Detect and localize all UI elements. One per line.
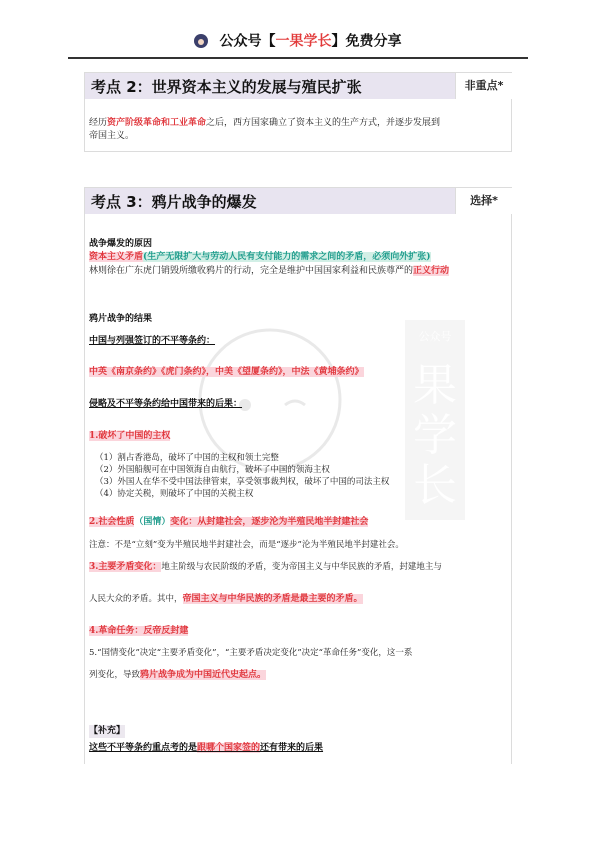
list-item: （4）协定关税，则破坏了中国的关税主权 bbox=[95, 489, 254, 499]
point-3-label: 3.主要矛盾变化： bbox=[89, 562, 162, 572]
section-2-highlight: 资产阶级革命和工业革命 bbox=[107, 118, 207, 128]
list-item: （1）割占香港岛，破坏了中国的主权和领土完整 bbox=[95, 453, 279, 463]
section-2-title: 考点 2：世界资本主义的发展与殖民扩张 bbox=[91, 78, 362, 96]
section-2-box bbox=[84, 72, 512, 152]
sovereignty-items bbox=[95, 452, 505, 500]
point-3 bbox=[89, 561, 509, 574]
section-2-text-c: 帝国主义。 bbox=[89, 131, 135, 141]
point-4 bbox=[89, 625, 188, 638]
list-item: （3）外国人在华不受中国法律管束，享受领事裁判权，破坏了中国的司法主权 bbox=[95, 477, 390, 487]
watermark-badge: 公众号 bbox=[418, 330, 452, 343]
impact-heading: 侵略及不平等条约给中国带来的后果： bbox=[89, 399, 243, 409]
cause-detail: (生产无限扩大与劳动人民有支付能力的需求之间的矛盾，必须向外扩张) bbox=[143, 252, 431, 262]
header-prefix: 公众号 bbox=[219, 33, 262, 50]
section-2-paragraph bbox=[89, 117, 507, 143]
avatar-icon bbox=[194, 34, 208, 48]
watermark-char: 果 bbox=[413, 360, 457, 411]
point-1-text: 1.破坏了中国的主权 bbox=[89, 431, 171, 441]
point-3-text: 地主阶级与农民阶级的矛盾，变为帝国主义与中华民族的矛盾，封建地主与 bbox=[161, 562, 442, 572]
point-3-line-2-text: 人民大众的矛盾。其中， bbox=[89, 594, 183, 604]
treaties-list bbox=[89, 366, 364, 379]
header-bracket-close: 】 bbox=[331, 33, 346, 50]
section-3-tag: 选择* bbox=[455, 188, 512, 214]
watermark-char: 长 bbox=[413, 460, 457, 511]
page-header bbox=[0, 30, 596, 58]
cause-line-2-text: 林则徐在广东虎门销毁所缴收鸦片的行动，完全是维护中国国家利益和民族尊严的 bbox=[89, 266, 414, 276]
section-2-text-a: 经历 bbox=[89, 118, 108, 128]
treaties-text: 中英《南京条约》《虎门条约》，中美《望厦条约》，中法《黄埔条约》 bbox=[89, 367, 364, 377]
point-5-line-2 bbox=[89, 669, 266, 682]
supplement-label bbox=[89, 725, 125, 738]
result-heading: 鸦片战争的结果 bbox=[89, 314, 153, 324]
point-3-line-2-highlight: 帝国主义与中华民族的矛盾是最主要的矛盾。 bbox=[182, 594, 363, 604]
list-item: （2）外国船舰可在中国领海自由航行，破坏了中国的领海主权 bbox=[95, 465, 330, 475]
point-4-text: 4.革命任务：反帝反封建 bbox=[89, 626, 189, 636]
cause-line-2 bbox=[89, 265, 509, 278]
point-3-line-2 bbox=[89, 593, 363, 606]
header-divider bbox=[68, 57, 528, 59]
section-3-titlebar bbox=[85, 188, 511, 214]
supplement-label-text: 【补充】 bbox=[89, 726, 126, 736]
cause-line-1 bbox=[89, 251, 509, 264]
cause-heading: 战争爆发的原因 bbox=[89, 239, 153, 249]
treaties-heading: 中国与列强签订的不平等条约： bbox=[89, 336, 216, 346]
cause-line-2-highlight: 正义行动 bbox=[413, 266, 450, 276]
point-2-label: 2.社会性质 bbox=[89, 517, 135, 527]
section-2-titlebar bbox=[85, 73, 511, 99]
cause-label: 资本主义矛盾 bbox=[89, 252, 144, 262]
watermark-char: 学 bbox=[413, 410, 457, 461]
section-2-tag: 非重点* bbox=[455, 73, 512, 99]
supplement-highlight: 跟哪个国家签的 bbox=[197, 743, 261, 753]
point-2 bbox=[89, 516, 368, 529]
supplement-line bbox=[89, 742, 323, 755]
supplement-text-b: 还有带来的后果 bbox=[260, 743, 324, 753]
point-5-line-2-highlight: 鸦片战争成为中国近代史起点。 bbox=[140, 670, 267, 680]
note: 注意：不是“立刻”变为半殖民地半封建社会，而是“逐步”沦为半殖民地半封建社会。 bbox=[89, 540, 404, 550]
point-2-text: 变化：从封建社会，逐步沦为半殖民地半封建社会 bbox=[170, 517, 369, 527]
section-3-title: 考点 3：鸦片战争的爆发 bbox=[91, 193, 257, 211]
header-suffix: 免费分享 bbox=[345, 33, 402, 50]
header-brand: 一果学长 bbox=[275, 33, 332, 50]
point-2-paren: （国情） bbox=[134, 517, 171, 527]
section-2-text-b: 之后，西方国家确立了资本主义的生产方式，并逐步发展到 bbox=[206, 118, 441, 128]
point-5-line-1: 5.“国情变化”决定“主要矛盾变化”，“主要矛盾决定变化”决定“革命任务”变化，这一系 bbox=[89, 648, 413, 658]
supplement-text-a: 这些不平等条约重点考的是 bbox=[89, 743, 198, 753]
header-bracket-open: 【 bbox=[261, 33, 276, 50]
point-5-line-2-text: 列变化，导致 bbox=[89, 670, 141, 680]
point-1 bbox=[89, 430, 170, 443]
